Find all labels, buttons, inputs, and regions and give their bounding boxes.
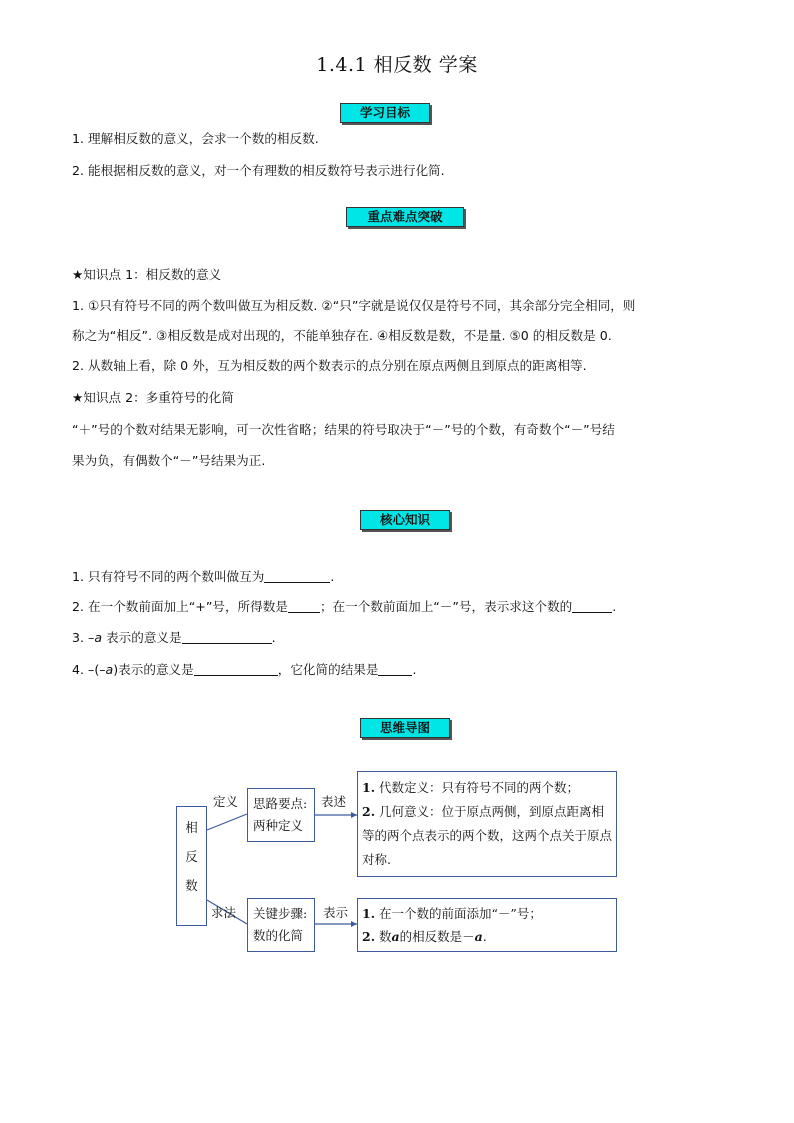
definition-detail-1-text: 代数定义：只有符号不同的两个数； [375,780,580,795]
period: . [412,662,417,677]
link-label-representation: 表示 [323,905,349,920]
definition-detail-1 [362,776,612,800]
goal-item-2: 2. 能根据相反数的意义，对一个有理数的相反数符号表示进行化简. [72,163,445,178]
section-heading-goals: 学习目标 [340,103,430,123]
period: . [271,630,276,645]
knowledge-point-1-title: ★知识点 1：相反数的意义 [72,267,222,282]
section-heading-mindmap: 思维导图 [360,718,450,738]
section-heading-core: 核心知识 [360,510,450,530]
number-1: 1. [362,906,376,921]
method-detail-2 [362,925,612,948]
method-detail-1-text: 在一个数的前面添加“－”号； [375,906,542,921]
branch-label-definition: 定义 [213,794,239,809]
definition-box-line-1: 思路要点: [253,796,308,811]
knowledge-point-2-line-2: 果为负，有偶数个“－”号结果为正. [72,453,266,468]
core-question-2-text-b: ；在一个数前面加上“－”号，表示求这个数的 [319,599,573,614]
page-title: 1.4.1 相反数 学案 [316,54,478,76]
knowledge-point-2-title: ★知识点 2：多重符号的化简 [72,390,234,405]
variable-a: a [105,662,114,677]
number-2: 2. [362,804,376,819]
core-question-4-text-b: ，它化简的结果是 [277,662,379,677]
core-question-4-prefix: 4. –(– [72,662,106,677]
variable-a: a [94,630,103,645]
variable-a: a [391,929,400,944]
core-question-2-text-a: 2. 在一个数前面加上“+”号，所得数是 [72,599,288,614]
mindmap-root [176,806,207,926]
core-question-3-text: 表示的意义是 [102,630,182,645]
knowledge-point-1-line-1: 1. ①只有符号不同的两个数叫做互为相反数. ②“只”字就是说仅仅是符号不同，其余部分完全相同，则 [72,298,636,313]
mindmap-root-char-1: 相 [185,820,198,835]
period: . [330,569,335,584]
goal-item-1: 1. 理解相反数的意义，会求一个数的相反数. [72,131,319,146]
core-question-3-prefix: 3. – [72,630,95,645]
method-detail-2-text-b: 的相反数是－ [399,929,475,944]
mindmap-root-char-3: 数 [185,878,198,893]
mindmap-method-box [247,898,315,952]
mindmap-definition-detail [357,771,617,877]
knowledge-point-2-line-1: “＋”号的个数对结果无影响，可一次性省略；结果的符号取决于“－”号的个数，有奇数个“－”号结 [72,422,615,437]
method-box-line-1: 关键步骤: [253,906,308,921]
method-detail-1 [362,902,612,925]
definition-box-line-2: 两种定义 [253,818,304,833]
mindmap-definition-box [247,788,315,842]
period: . [612,599,617,614]
section-heading-key-points: 重点难点突破 [346,207,464,227]
definition-detail-2-text: 几何意义：位于原点两侧，到原点距离相等的两个点表示的两个数，这两个点关于原点对称. [362,804,613,867]
branch-label-method: 求法 [211,905,237,920]
mindmap-method-detail [357,898,617,952]
knowledge-point-1-line-3: 2. 从数轴上看，除 0 外，互为相反数的两个数表示的点分别在原点两侧且到原点的距离相等. [72,358,587,373]
definition-detail-2 [362,800,612,872]
mindmap-root-char-2: 反 [185,849,198,864]
period: . [482,929,487,944]
core-question-1-text: 1. 只有符号不同的两个数叫做互为 [72,569,265,584]
number-2: 2. [362,929,376,944]
variable-a: a [474,929,483,944]
knowledge-point-1-line-2: 称之为“相反”. ③相反数是成对出现的，不能单独存在. ④相反数是数，不是量. ⑤0 的相反数是 0. [72,328,612,343]
link-label-statement: 表述 [321,794,347,809]
method-detail-2-text-a: 数 [375,929,392,944]
number-1: 1. [362,780,376,795]
core-question-4-text-a: )表示的意义是 [113,662,194,677]
method-box-line-2: 数的化简 [253,928,304,943]
